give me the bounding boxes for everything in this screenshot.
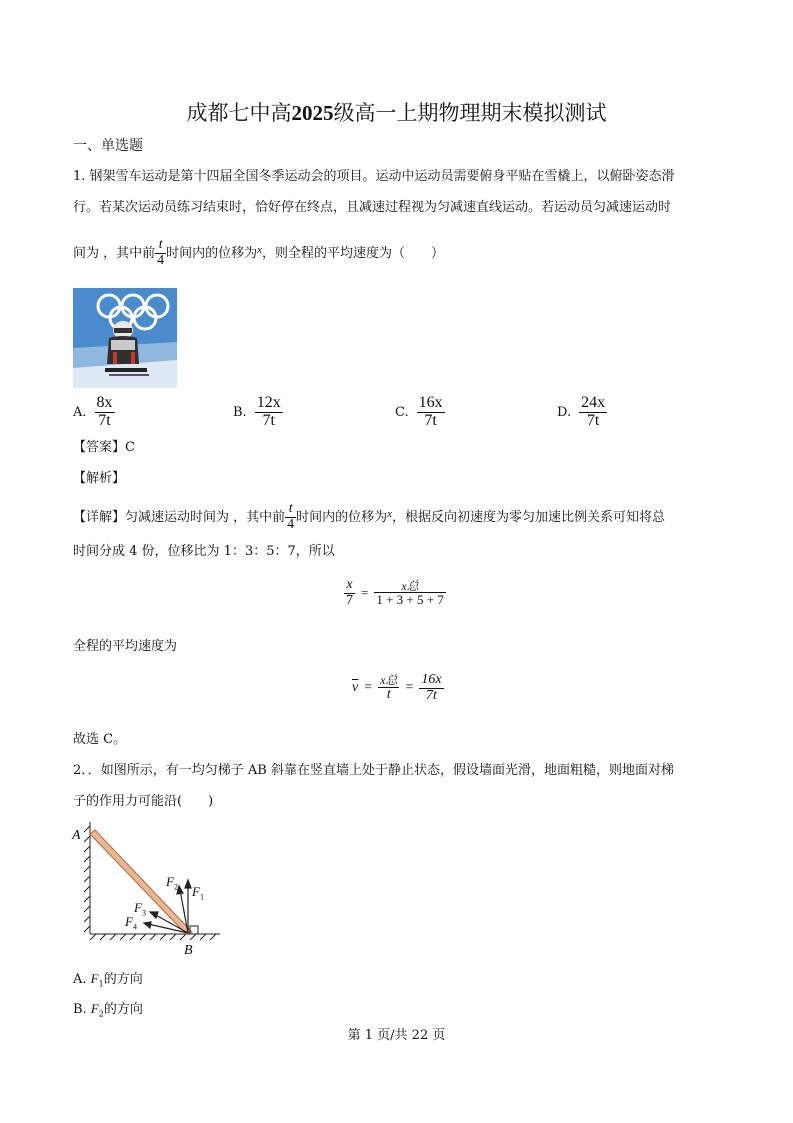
label-f4: $F_4$ — [125, 914, 137, 932]
option-c-label: C. — [395, 404, 409, 420]
q2-option-b-text: 的方向 — [103, 1002, 143, 1017]
label-f1: $F_1$ — [192, 884, 204, 902]
q2-line1: 2．．如图所示，有一均匀梯子 AB 斜靠在竖直墙上处于静止状态，假设墙面光滑，地面粗糙，则地面对梯 — [73, 763, 674, 778]
page-footer: 第 1 页/共 22 页 — [347, 1028, 446, 1043]
answer-text: 【答案】C — [73, 440, 135, 455]
option-a-label: A. — [73, 404, 87, 420]
label-f3: $F_3$ — [134, 900, 146, 918]
eq1-rhs — [374, 580, 446, 607]
option-d-fraction — [579, 395, 607, 430]
option-c[interactable] — [395, 395, 445, 430]
analysis-label: 【解析】 — [73, 471, 126, 486]
var-x: x — [257, 243, 263, 256]
q2-option-a-f: F — [90, 971, 99, 986]
q2-option-b[interactable] — [73, 1002, 143, 1019]
q1-line3 — [73, 238, 444, 268]
option-a-den: 7t — [98, 411, 111, 429]
q2-option-b-sub: 2 — [98, 1009, 104, 1019]
option-c-num: 16x — [418, 394, 443, 411]
option-c-fraction — [417, 395, 445, 430]
page-title: 成都七中高2025级高一上期物理期末模拟测试 — [186, 101, 607, 125]
eq2-mid — [378, 674, 399, 702]
q1-line2: 行。若某次运动员练习结束时，恰好停在终点，且减速过程视为匀减速直线运动。若运动员匀减速运动时 — [73, 200, 672, 215]
label-f2: $F_2$ — [166, 874, 178, 892]
option-a-num: 8x — [96, 394, 113, 411]
detail-var-x: x — [387, 507, 393, 520]
eq2-v-bar: $\overline{v}$ — [352, 680, 359, 696]
eq2-rhs-den: 7t — [426, 687, 437, 703]
section-heading: 一、单选题 — [73, 138, 143, 154]
option-d-den: 7t — [586, 411, 600, 429]
option-c-den: 7t — [424, 411, 437, 429]
q1-line3-b: 时间内的位移为 — [166, 245, 258, 261]
eq1-rhs-num: x总 — [401, 578, 419, 593]
ladder-diagram — [70, 822, 230, 962]
eq1-lhs-den: 7 — [346, 592, 353, 608]
label-b: B — [184, 943, 193, 958]
option-b-num: 12x — [256, 394, 281, 411]
detail-a: 【详解】匀减速运动时间为 ，其中前 — [73, 509, 286, 525]
option-d-label: D. — [557, 404, 572, 420]
q1-line3-c: ，则全程的平均速度为（ ） — [262, 245, 445, 261]
label-a: A — [72, 828, 81, 843]
q2-option-a-text: 的方向 — [103, 972, 143, 987]
eq2-mid-den: t — [386, 686, 391, 702]
option-a[interactable] — [73, 395, 115, 430]
eq2-rhs-num: 16x — [421, 672, 442, 687]
detail-b: 时间内的位移为 — [296, 509, 388, 525]
option-a-fraction — [95, 395, 115, 430]
eq2-rhs — [419, 673, 443, 703]
option-d[interactable] — [557, 395, 607, 430]
eq1-rhs-den: 1 + 3 + 5 + 7 — [376, 592, 444, 608]
q2-option-a[interactable] — [73, 972, 143, 989]
eq1-lhs — [344, 578, 355, 608]
detail-line2: 时间分成 4 份，位移比为 1：3：5：7，所以 — [73, 544, 335, 559]
eq2-mid-num: x总 — [380, 673, 398, 688]
q2-option-b-f: F — [90, 1001, 99, 1016]
q2-line2: 子的作用力可能沿( ) — [73, 794, 214, 809]
fraction-num: t — [158, 237, 163, 252]
option-b-den: 7t — [262, 411, 275, 429]
avg-speed-label: 全程的平均速度为 — [73, 639, 178, 654]
equation-1: $\frac{x}{7}$ = $\frac{\text{x总}}{1 + 3 + 5 + 7}$ — [346, 577, 444, 608]
q2-option-a-sub: 1 — [98, 979, 104, 989]
option-b[interactable] — [233, 395, 283, 430]
fraction-t-over-4 — [155, 238, 166, 268]
conclusion: 故选 C。 — [73, 732, 127, 747]
eq1-lhs-num: x — [346, 577, 353, 592]
detail-line1 — [73, 502, 665, 532]
q2-option-a-prefix: A. — [73, 972, 91, 987]
q1-line3-a: 间为 ，其中前 — [73, 245, 156, 261]
q2-option-b-prefix: B. — [73, 1002, 91, 1017]
option-b-label: B. — [233, 404, 247, 420]
detail-c: ，根据反向初速度为零匀加速比例关系可知将总 — [392, 509, 666, 525]
detail-fraction-num: t — [288, 501, 293, 516]
skeleton-athlete-photo — [73, 288, 177, 388]
option-b-fraction — [255, 395, 283, 430]
fraction-den: 4 — [157, 252, 165, 268]
equation-2: $\overline{v}$ = $\frac{\text{x总}}{t}$ = $\frac{16x}{7t}$ — [352, 672, 442, 703]
option-d-num: 24x — [581, 394, 606, 411]
detail-fraction-den: 4 — [287, 516, 295, 532]
q1-line1: 1. 钢架雪车运动是第十四届全国冬季运动会的项目。运动中运动员需要俯身平贴在雪橇上，以俯卧姿态滑 — [73, 169, 675, 184]
detail-fraction-t-over-4 — [285, 502, 296, 532]
